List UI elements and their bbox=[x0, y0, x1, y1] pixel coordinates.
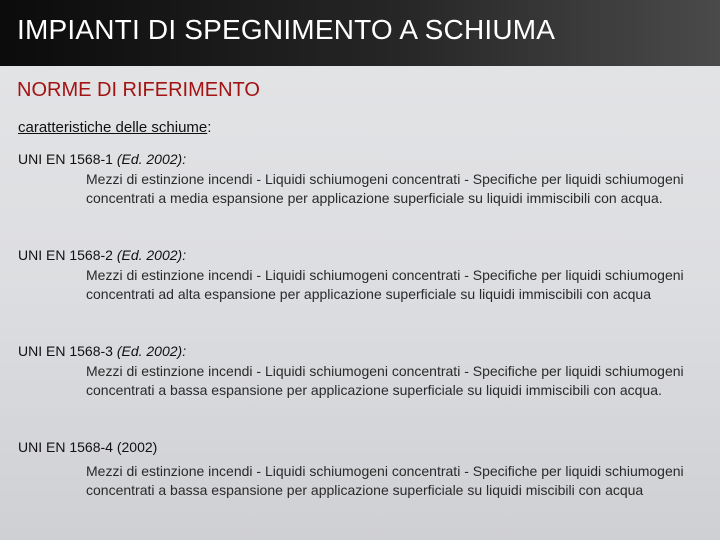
standard-entry bbox=[18, 342, 698, 401]
standard-entry bbox=[18, 246, 698, 305]
page-title: IMPIANTI DI SPEGNIMENTO A SCHIUMA bbox=[17, 14, 556, 45]
standard-entry bbox=[18, 150, 698, 209]
section-label bbox=[18, 119, 211, 136]
standard-code: UNI EN 1568-1 bbox=[18, 151, 113, 167]
section-label-suffix: : bbox=[207, 119, 212, 136]
standard-code: UNI EN 1568-3 bbox=[18, 343, 113, 359]
standard-entry bbox=[18, 438, 698, 501]
standard-description: Mezzi di estinzione incendi - Liquidi schiumogeni concentrati - Specifiche per liquidi schiumogeni concentrati ad alta espansione per applicazione superficiale su liquidi immiscibili con acqua bbox=[86, 266, 684, 302]
standard-code: UNI EN 1568-4 bbox=[18, 439, 113, 455]
standard-code: UNI EN 1568-2 bbox=[18, 247, 113, 263]
section-label-text: caratteristiche delle schiume bbox=[18, 119, 208, 136]
standard-edition: (Ed. 2002): bbox=[116, 247, 187, 263]
standard-description: Mezzi di estinzione incendi - Liquidi schiumogeni concentrati - Specifiche per liquidi schiumogeni concentrati a media espansione per applicazione superficiale su liquidi immiscibili con acqua. bbox=[86, 170, 684, 206]
standard-edition: (2002) bbox=[116, 439, 158, 455]
standard-description: Mezzi di estinzione incendi - Liquidi schiumogeni concentrati - Specifiche per liquidi schiumogeni concentrati a bassa espansione per applicazione superficiale su liquidi miscibili con acqua bbox=[86, 462, 684, 498]
standard-edition: (Ed. 2002): bbox=[116, 151, 187, 167]
standard-heading bbox=[18, 150, 698, 170]
standard-edition: (Ed. 2002): bbox=[116, 343, 187, 359]
standard-heading bbox=[18, 438, 698, 458]
title-bar bbox=[0, 0, 720, 66]
standard-description: Mezzi di estinzione incendi - Liquidi schiumogeni concentrati - Specifiche per liquidi schiumogeni concentrati a bassa espansione per applicazione superficiale su liquidi immiscibili con acqua. bbox=[86, 362, 684, 398]
standard-heading bbox=[18, 246, 698, 266]
section-heading: NORME DI RIFERIMENTO bbox=[17, 79, 260, 101]
standard-heading bbox=[18, 342, 698, 362]
